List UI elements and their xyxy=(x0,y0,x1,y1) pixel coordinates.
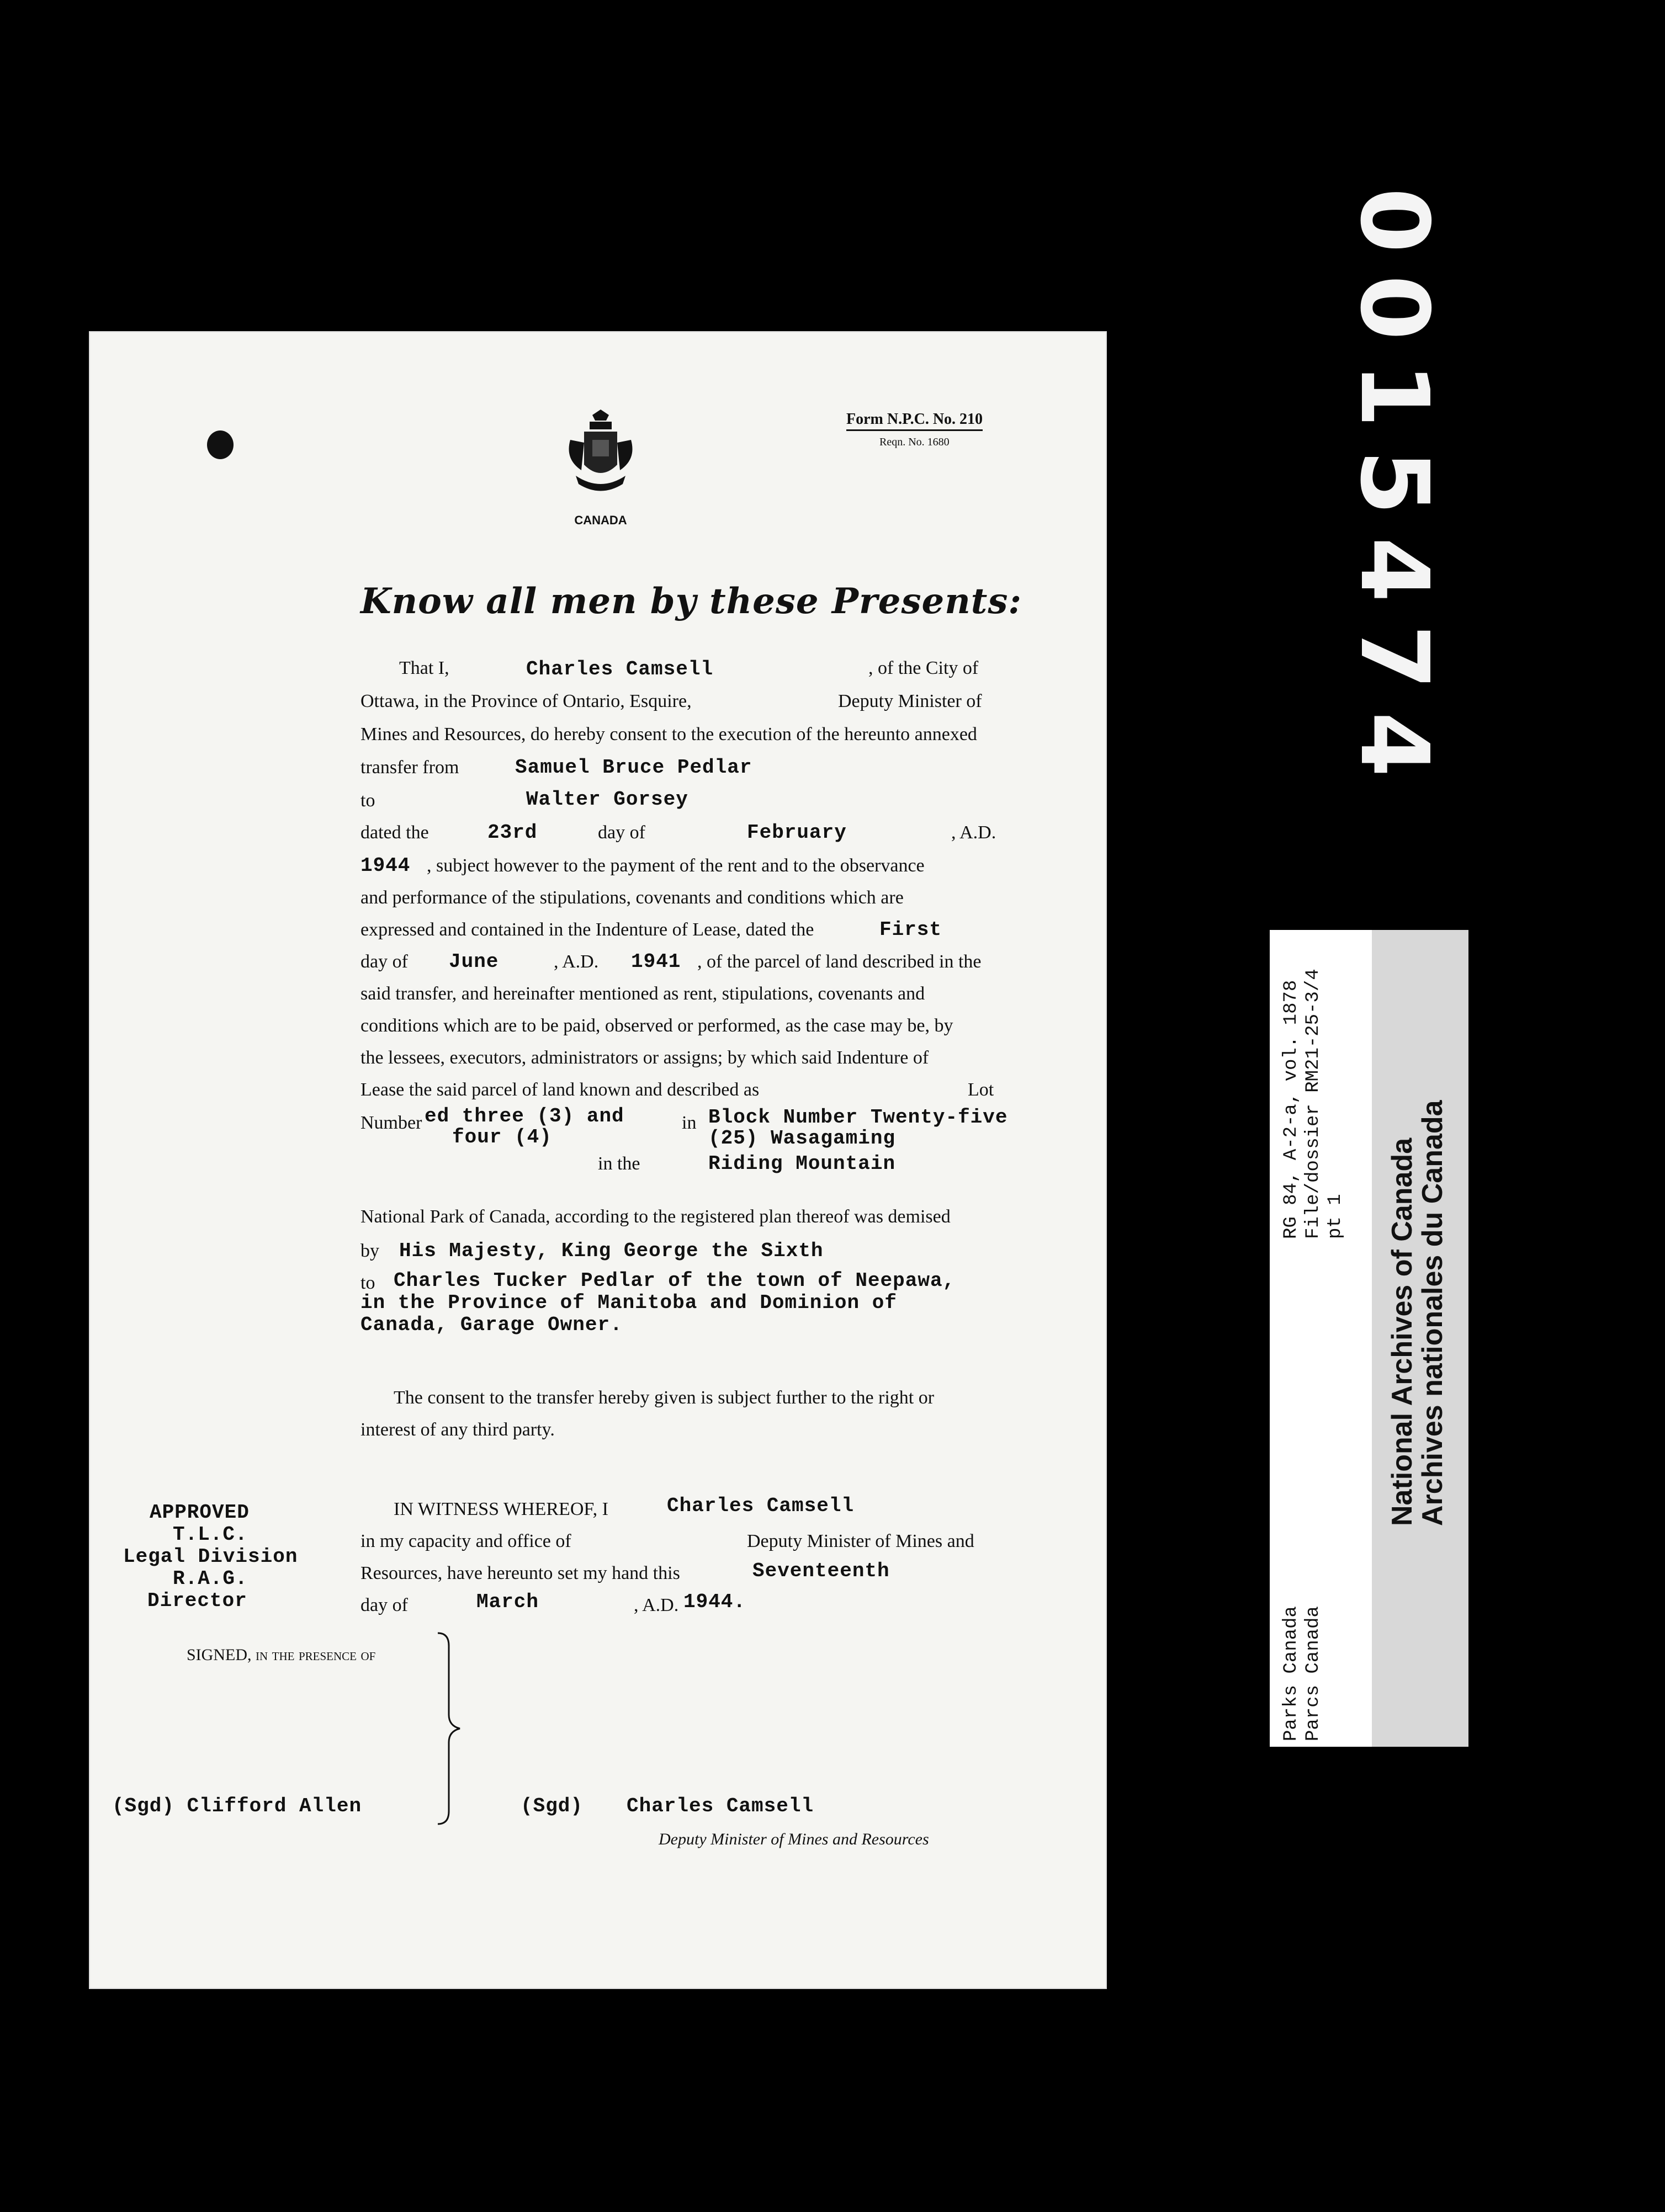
by-label: by xyxy=(360,1241,379,1261)
approval-line-2: T.L.C. xyxy=(173,1523,248,1546)
parcel-line: , of the parcel of land described in the xyxy=(697,951,982,972)
said-transfer-line: said transfer, and hereinafter mentioned as rent, stipulations, covenants and xyxy=(360,983,925,1004)
approval-line-4: R.A.G. xyxy=(173,1567,248,1590)
transfer-day: 23rd xyxy=(487,821,538,844)
national-archives-en: National Archives of Canada xyxy=(1386,1137,1418,1526)
lessee-line-1: Charles Tucker Pedlar of the town of Neepawa, xyxy=(394,1269,956,1292)
that-i-text: That I, xyxy=(399,658,449,678)
reqn-number: Reqn. No. 1680 xyxy=(879,436,950,448)
transfer-year: 1944 xyxy=(360,854,411,877)
lease-day: First xyxy=(879,918,942,941)
brace-icon xyxy=(435,1632,463,1825)
consenting-party-name: Charles Camsell xyxy=(526,658,714,680)
lease-year: 1941 xyxy=(631,950,681,973)
body-line-2a: Ottawa, in the Province of Ontario, Esquire, xyxy=(360,691,692,711)
approval-line-3: Legal Division xyxy=(123,1545,298,1568)
block-value-2: (25) Wasagaming xyxy=(708,1127,896,1150)
consent-line-1: The consent to the transfer hereby given is subject further to the right or xyxy=(394,1387,935,1408)
park-name: Riding Mountain xyxy=(708,1152,896,1175)
frame-number-text: 0015474 xyxy=(1339,188,1449,800)
crest-label: CANADA xyxy=(574,513,627,527)
minister-title: Deputy Minister of Mines and Resources xyxy=(659,1830,929,1848)
to-label: to xyxy=(360,790,375,811)
to-label-2: to xyxy=(360,1273,375,1293)
subject-line: , subject however to the payment of the rent and to the observance xyxy=(427,855,925,876)
capacity-value: Deputy Minister of Mines and xyxy=(747,1531,974,1551)
dated-the-label: dated the xyxy=(360,822,429,843)
ad-label-3: , A.D. xyxy=(634,1595,679,1615)
sgd-label: (Sgd) xyxy=(521,1795,584,1817)
body-line-3: Mines and Resources, do hereby consent to the execution of the hereunto annexed xyxy=(360,724,977,745)
block-value-1: Block Number Twenty-five xyxy=(708,1106,1008,1129)
day-of-label-2: day of xyxy=(360,951,408,972)
witness-signature: (Sgd) Clifford Allen xyxy=(112,1795,362,1817)
signed-presence: SIGNED, in the presence of xyxy=(187,1646,376,1664)
capacity-line: in my capacity and office of xyxy=(360,1531,571,1551)
archive-label-strip xyxy=(1270,930,1468,1747)
witness-whereof: IN WITNESS WHEREOF, I xyxy=(394,1499,608,1519)
transfer-month: February xyxy=(747,821,847,844)
lot-value-2: four (4) xyxy=(452,1126,552,1148)
archive-ref-3: pt 1 xyxy=(1325,1194,1346,1239)
parks-canada-en: Parks Canada xyxy=(1281,1606,1302,1741)
lessee-line-3: Canada, Garage Owner. xyxy=(360,1314,623,1336)
approval-line-1: APPROVED xyxy=(150,1501,250,1524)
signing-month: March xyxy=(476,1591,539,1613)
transfer-from-name: Samuel Bruce Pedlar xyxy=(515,756,752,779)
lot-label: Lot xyxy=(968,1080,994,1100)
signing-year: 1944. xyxy=(683,1591,746,1613)
ink-blot xyxy=(207,430,234,459)
form-number: Form N.P.C. No. 210 xyxy=(846,411,983,431)
day-of-label-3: day of xyxy=(360,1595,408,1615)
approval-line-5: Director xyxy=(147,1589,247,1612)
witness-name: Charles Camsell xyxy=(667,1495,855,1517)
consent-line-2: interest of any third party. xyxy=(360,1419,555,1440)
transfer-to-name: Walter Gorsey xyxy=(526,788,688,811)
minister-signature: Charles Camsell xyxy=(627,1795,814,1817)
of-city-text: , of the City of xyxy=(868,658,979,678)
canada-crest-icon xyxy=(559,410,642,503)
lease-month: June xyxy=(449,950,499,973)
lessee-line-2: in the Province of Manitoba and Dominion of xyxy=(360,1291,897,1314)
conditions-line: conditions which are to be paid, observed or performed, as the case may be, by xyxy=(360,1015,953,1036)
day-of-label: day of xyxy=(598,822,645,843)
national-archives-fr: Archives nationales du Canada xyxy=(1417,1100,1449,1526)
expressed-line: expressed and contained in the Indenture of Lease, dated the xyxy=(360,919,814,940)
archive-ref-2: File/dossier RM21-25-3/4 xyxy=(1303,969,1324,1239)
in-label: in xyxy=(682,1113,697,1133)
lease-consent-document xyxy=(90,332,1106,1988)
signing-day: Seventeenth xyxy=(752,1560,890,1582)
document-heading: Know all men by these Presents: xyxy=(360,581,1022,622)
archive-ref-1: RG 84, A-2-a, vol. 1878 xyxy=(1281,980,1302,1239)
parks-canada-fr: Parcs Canada xyxy=(1303,1606,1324,1741)
lot-value-1: ed three (3) and xyxy=(425,1105,624,1128)
in-the-label: in the xyxy=(598,1153,640,1174)
ad-label-2: , A.D. xyxy=(554,951,599,972)
number-label: Number xyxy=(360,1113,422,1133)
lease-parcel-line: Lease the said parcel of land known and described as xyxy=(360,1080,760,1100)
body-line-2b: Deputy Minister of xyxy=(838,691,982,711)
performance-line: and performance of the stipulations, covenants and conditions which are xyxy=(360,887,904,908)
ad-label: , A.D. xyxy=(951,822,996,843)
frame-number xyxy=(1339,188,1513,800)
demised-by: His Majesty, King George the Sixth xyxy=(399,1240,824,1262)
resources-line: Resources, have hereunto set my hand this xyxy=(360,1563,680,1583)
national-park-line: National Park of Canada, according to the registered plan thereof was demised xyxy=(360,1206,951,1227)
transfer-from-label: transfer from xyxy=(360,757,459,778)
lessees-line: the lessees, executors, administrators or assigns; by which said Indenture of xyxy=(360,1047,929,1068)
